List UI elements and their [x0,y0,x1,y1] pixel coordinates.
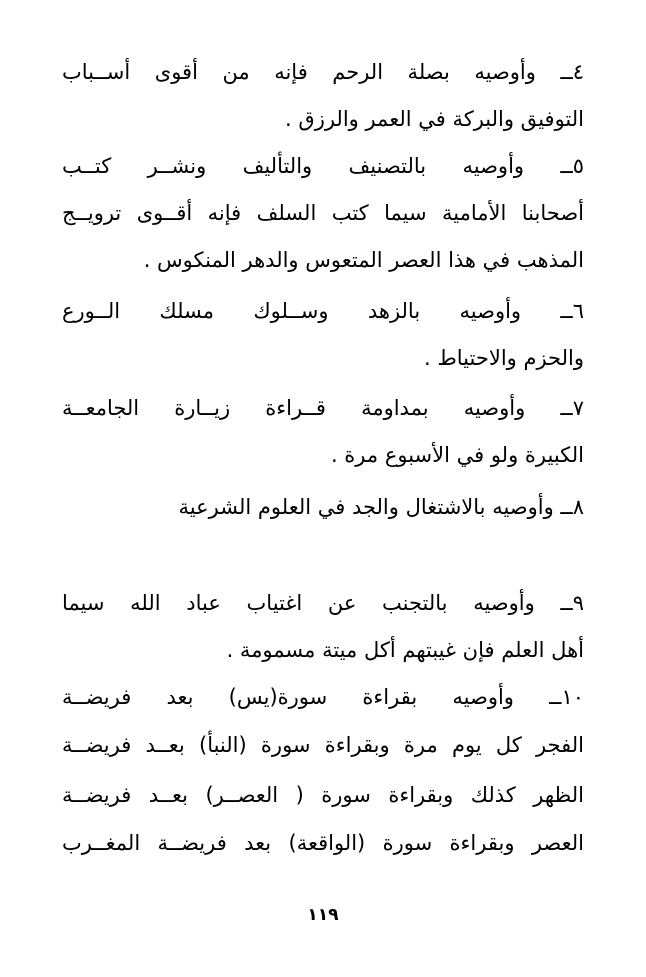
text-line-item-4-end: التوفيق والبركة في العمر والرزق . [285,107,584,131]
text-line-item-5-middle: أصحابنا الأمامية سيما كتب السلف فإنه أقــوى ترويــج [62,201,584,225]
text-line-item-5-end: المذهب في هذا العصر المتعوس والدهر المنكوس . [143,248,584,272]
text-line-item-10-asr: العصر وبقراءة سورة (الواقعة) بعد فريضــة المغــرب [62,831,584,855]
text-line-item-4-start: ٤ــ وأوصيه بصلة الرحم فإنه من أقوى أســباب [62,60,584,84]
text-line-item-9-start: ٩ــ وأوصيه بالتجنب عن اغتياب عباد الله سيما [62,591,584,615]
text-line-item-10-fajr: الفجر كل يوم مرة وبقراءة سورة (النبأ) بعــد فريضــة [62,733,584,757]
text-line-item-7-end: الكبيرة ولو في الأسبوع مرة . [330,443,584,467]
text-line-item-6-start: ٦ــ وأوصيه بالزهد وســلوك مسلك الــورع [62,299,584,323]
text-line-item-10-zuhr: الظهر كذلك وبقراءة سورة ( العصــر) بعــد فريضــة [62,783,584,807]
text-line-item-7-start: ٧ــ وأوصيه بمداومة قــراءة زيــارة الجامعــة [62,396,584,420]
text-line-item-6-end: والحزم والاحتياط . [424,346,584,370]
text-line-item-5-start: ٥ــ وأوصيه بالتصنيف والتأليف ونشــر كتــب [62,154,584,178]
text-line-item-10-start: ١٠ــ وأوصيه بقراءة سورة(يس) بعد فريضــة [62,685,584,709]
text-line-item-9-end: أهل العلم فإن غيبتهم أكل ميتة مسمومة . [226,638,584,662]
page-number: ١١٩ [307,905,339,925]
text-line-item-8: ٨ــ وأوصيه بالاشتغال والجد في العلوم الشرعية [178,495,584,519]
